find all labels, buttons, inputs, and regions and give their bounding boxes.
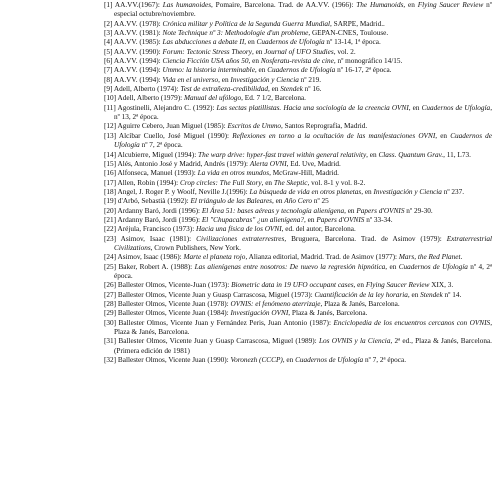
reference-title: Enciclopedia de los encuentros cercanos con OVNIS (333, 318, 491, 327)
reference-entry (104, 225, 492, 234)
reference-details: nº 13-14, 1ª época. (324, 38, 381, 47)
reference-details: , en (248, 57, 261, 66)
reference-details: , en (251, 47, 265, 56)
reference-number: [4] (104, 38, 113, 47)
reference-number: [24] (104, 253, 117, 262)
reference-title: La búsqueda de vida en otros planetas (249, 187, 362, 196)
reference-title: Ummo: la historia interminable (162, 66, 255, 75)
reference-list (104, 1, 492, 365)
reference-number: [9] (104, 85, 113, 94)
reference-details: , Plaza & Janés, Barcelona. (320, 300, 400, 308)
reference-author-year: Asimov, Isaac (1981): (116, 234, 197, 243)
reference-number: [23] (104, 234, 117, 243)
reference-author-year: AA.VV. (1990): (112, 47, 163, 56)
reference-source: Año Cero (284, 197, 313, 206)
reference-entry (104, 281, 492, 290)
reference-details: , ed. del autor, Barcelona. (281, 225, 356, 234)
reference-source: Stendek (280, 85, 303, 94)
reference-details: nº 16-17, 2ª época. (335, 66, 392, 75)
reference-details: , en (304, 215, 317, 224)
reference-source: Cuadernos de Ufología (295, 356, 364, 365)
reference-details: , en (344, 206, 357, 215)
reference-author-year: Ardanny Baró, Jordi (1996): (116, 206, 202, 215)
reference-details: , en (353, 281, 366, 290)
reference-details: , vol. 8-1 y vol. 8-2. (307, 178, 366, 187)
reference-details: nº 33-34. (364, 215, 393, 224)
reference-title: Las abducciones a debate II (162, 38, 245, 47)
reference-number: [3] (104, 29, 113, 38)
reference-details: , Santos Reprografía, Madrid. (281, 122, 368, 131)
reference-entry (104, 263, 492, 282)
reference-number: [16] (104, 169, 117, 178)
reference-details: , Crown Publishers, New York. (150, 243, 241, 252)
reference-source: Investigación y Ciencia (230, 75, 299, 84)
reference-author-year: Allen, Robin (1994): (116, 178, 180, 187)
reference-details: , vol. 2. (333, 47, 356, 56)
reference-entry (104, 309, 492, 318)
reference-title: Note Technique nº 3: Methodologie d'un probleme (162, 29, 309, 38)
reference-author-year: AA.VV. (1978): (112, 19, 163, 28)
reference-entry (104, 319, 492, 338)
reference-entry (104, 300, 492, 309)
reference-number: [12] (104, 122, 117, 131)
reference-author-year: Adell, Alberto (1979): (116, 94, 184, 103)
reference-author-year: d'Arbó, Sebastià (1992): (116, 197, 191, 206)
reference-entry (104, 76, 492, 85)
reference-details: , GEPAN-CNES, Toulouse. (308, 29, 389, 38)
reference-author-year: Aréjula, Francisco (1973): (116, 225, 197, 234)
reference-title: Marte el planeta rojo (183, 253, 246, 262)
reference-details: , en (254, 66, 268, 75)
reference-author-year: Adell, Alberto (1974): (112, 85, 181, 94)
reference-number: [7] (104, 66, 113, 75)
reference-source: Flying Saucer Review (417, 1, 484, 9)
reference-source: Extraterrestrial Civilizations (114, 234, 492, 252)
reference-author-year: AA.VV.(1967): (112, 1, 163, 9)
reference-author-year: Asimov, Isaac (1986): (116, 253, 184, 262)
reference-entry (104, 57, 492, 66)
reference-details: , Alianza editorial, Madrid. Trad. de Asimov (1977): (245, 253, 399, 262)
reference-details: , nº monográfico 14/15. (333, 57, 403, 66)
reference-author-year: Ballester Olmos, Vicente Juan (1984): (116, 309, 231, 318)
reference-entry (104, 179, 492, 188)
reference-title: La vida en otros mundos (197, 169, 270, 178)
reference-number: [26] (104, 281, 117, 290)
reference-number: [14] (104, 150, 117, 159)
reference-number: [22] (104, 225, 117, 234)
reference-title: Vida en el universo (162, 75, 219, 84)
reference-details: , Ed. Uve, Madrid. (286, 159, 341, 168)
reference-author-year: Ballester Olmos, Vicente Juan y Guasp Carrascosa, Miguel (1989): (116, 337, 319, 346)
reference-title: Voronezh (CCCP) (230, 356, 283, 365)
reference-details: , Plaza & Janés, Barcelona. (114, 318, 492, 337)
reference-source: Cuadernos de Ufología (398, 262, 468, 271)
reference-number: [5] (104, 47, 113, 56)
reference-details: , en (218, 75, 231, 84)
reference-author-year: Ardanny Baró, Jordi (1996): (116, 215, 202, 224)
reference-details: , en (385, 262, 399, 271)
reference-details: nº 25 (312, 197, 329, 206)
reference-entry (104, 132, 492, 151)
reference-entry (104, 66, 492, 75)
reference-entry (104, 197, 492, 206)
reference-details: , McGraw-Hill, Madrid. (269, 169, 339, 178)
reference-entry (104, 20, 492, 29)
reference-source: Cuadernos de Ufología (256, 38, 325, 47)
reference-number: [15] (104, 159, 117, 168)
reference-number: [10] (104, 94, 117, 103)
reference-author-year: Agostinelli, Alejandro C. (1992): (115, 103, 217, 112)
reference-details: , SARPE, Madrid.. (330, 19, 385, 28)
reference-number: [29] (104, 309, 117, 318)
reference-entry (104, 94, 492, 103)
reference-source: Investigación y Ciencia (373, 187, 442, 196)
reference-details: , nº 13, 2ª época. (114, 103, 492, 122)
reference-number: [21] (104, 215, 117, 224)
reference-entry (104, 216, 492, 225)
reference-number: [19] (104, 197, 117, 206)
reference-number: [18] (104, 187, 117, 196)
reference-title: OVNIS: el fenómeno aterrizaje (230, 300, 321, 308)
reference-title: Forum: Tectonic Stress Theory (162, 47, 252, 56)
reference-details: nº 29-30. (404, 206, 433, 215)
reference-author-year: Aguirre Cebero, Juan Miguel (1985): (116, 122, 228, 131)
reference-details: nº 237. (441, 187, 465, 196)
reference-details: nº 14. (442, 290, 462, 299)
reference-author-year: Alcíbar Cuello, José Miguel (1990): (116, 131, 233, 140)
reference-title: El "Chupacabras" ¿un alienígena? (201, 215, 305, 224)
reference-details: nº 16. (302, 85, 322, 94)
reference-details: , Bruguera, Barcelona. Trad. de Asimov (1979): (284, 234, 447, 243)
reference-source: Cuadernos de Ufología (267, 66, 336, 75)
reference-number: [25] (104, 262, 117, 271)
reference-number: [27] (104, 290, 117, 299)
reference-number: [31] (104, 337, 117, 346)
reference-source: Papers d'OVNIS (316, 215, 365, 224)
reference-entry (104, 48, 492, 57)
reference-number: [13] (104, 131, 117, 140)
reference-source: The Humanoids (356, 1, 404, 9)
reference-details: , Ed. 7 1/2, Barcelona. (241, 94, 306, 103)
reference-author-year: Ballester Olmos, Vicente Juan (1990): (116, 356, 231, 365)
reference-title: Investigación OVNI (230, 309, 289, 318)
reference-details: , en (282, 356, 296, 365)
reference-source: Flying Saucer Review (365, 281, 430, 290)
reference-title: Escritos de Ummo (227, 122, 282, 131)
reference-details: , en (366, 150, 379, 159)
reference-details: , en (261, 178, 274, 187)
reference-title: El triángulo de las Baleares (190, 197, 272, 206)
reference-author-year: Ballester Olmos, Vicente Juan (1978): (116, 300, 231, 308)
reference-title: Biometric data in 19 UFO occupant cases (231, 281, 354, 290)
reference-number: [1] (104, 1, 113, 9)
reference-details: , Plaza & Janés, Barcelona. (288, 309, 368, 318)
reference-number: [2] (104, 19, 113, 28)
reference-number: [17] (104, 178, 117, 187)
reference-title: Test de extrañeza-credibilidad (180, 85, 268, 94)
reference-title: Crónica militar y Política de la Segunda Guerra Mundial (162, 19, 331, 28)
reference-author-year: AA.VV. (1994): (112, 75, 163, 84)
reference-title: Hacia una física de los OVNI (196, 225, 282, 234)
reference-details: , en (244, 38, 257, 47)
reference-entry (104, 1, 492, 20)
reference-entry (104, 151, 492, 160)
reference-title: Crop circles: The Full Story (179, 178, 262, 187)
reference-entry (104, 122, 492, 131)
reference-title: Las humanoides (162, 1, 212, 9)
reference-source: Class. Quantum Grav. (378, 150, 444, 159)
reference-title: Alerta OVNI (249, 159, 287, 168)
reference-entry (104, 253, 492, 262)
reference-title: Los OVNIS y la Ciencia (318, 337, 391, 346)
reference-source: Nosferatu-revista de cine (260, 57, 334, 66)
reference-entry (104, 29, 492, 38)
reference-entry (104, 291, 492, 300)
reference-number: [11] (104, 103, 116, 112)
reference-details: , Pomaire, Barcelona. Trad. de AA.VV. (1966): (211, 1, 357, 9)
reference-entry (104, 188, 492, 197)
reference-entry (104, 337, 492, 356)
reference-source: Cuadernos de Ufología (421, 103, 491, 112)
reference-details: nº 219. (298, 75, 322, 84)
reference-title: Las sectas platillistas. Hacia una sociología de la creencia OVNI (216, 103, 409, 112)
reference-entry (104, 160, 492, 169)
reference-author-year: Ballester Olmos, Vicente-Juan (1973): (116, 281, 232, 290)
reference-author-year: AA.VV. (1994): (112, 57, 163, 66)
reference-title: The warp drive: hyper-fast travel within general relativity (198, 150, 367, 159)
reference-number: [6] (104, 57, 113, 66)
reference-entry (104, 235, 492, 254)
reference-details: , en (435, 131, 451, 140)
reference-source: Papers d'OVNIS (356, 206, 405, 215)
reference-entry (104, 104, 492, 123)
reference-source: Stendek (420, 290, 443, 299)
reference-author-year: Angel, J. Roger P. y Woolf, Neville J.(1996): (116, 187, 250, 196)
reference-details: , en (407, 290, 421, 299)
reference-number: [32] (104, 356, 117, 365)
reference-title: Las alienígenas entre nosotros: De nuevo la regresión hipnótica (194, 262, 386, 271)
reference-entry (104, 38, 492, 47)
reference-entry (104, 169, 492, 178)
reference-author-year: Ballester Olmos, Vicente Juan y Fernández Peris, Juan Antonio (1987): (116, 318, 334, 327)
reference-author-year: Alfonseca, Manuel (1993): (116, 169, 198, 178)
reference-details: , 11, L73. (443, 150, 471, 159)
reference-details: , en (408, 103, 422, 112)
reference-title: Manual del ufólogo (183, 94, 242, 103)
reference-details: . (460, 253, 463, 262)
reference-title: El Área 51: bases aéreas y tecnología alienígena (201, 206, 345, 215)
reference-details: , en (361, 187, 374, 196)
reference-source: Journal of UFO Studies (264, 47, 334, 56)
reference-details: nº 4, 2ª época. (114, 262, 492, 280)
reference-number: [30] (104, 318, 117, 327)
reference-number: [20] (104, 206, 117, 215)
reference-title: Cuantificación de la ley horaria (314, 290, 408, 299)
reference-number: [28] (104, 300, 117, 308)
reference-details: nº 7, 2ª época. (363, 356, 407, 365)
reference-entry (104, 207, 492, 216)
reference-source: Mars, the Red Planet (398, 253, 461, 262)
reference-title: Reflexiones en torno a la ocultación de las manifestaciones OVNI (232, 131, 436, 140)
reference-entry (104, 85, 492, 94)
reference-author-year: Alés, Antonio José y Madrid, Andrés (1979): (116, 159, 250, 168)
reference-author-year: AA.VV. (1981): (112, 29, 163, 38)
reference-author-year: Alcubierre, Miguel (1994): (116, 150, 199, 159)
reference-source: Cuadernos de Ufología (114, 131, 492, 150)
reference-details: nº especial octubre/noviembre. (114, 1, 493, 19)
reference-author-year: Ballester Olmos, Vicente Juan y Guasp Carrascosa, Miguel (1973): (116, 290, 315, 299)
reference-details: nº 7, 2ª época. (139, 141, 183, 150)
reference-details: , 2ª ed., Plaza & Janés, Barcelona. (Primera edición de 1981) (114, 337, 492, 355)
reference-source: The Skeptic (273, 178, 308, 187)
reference-author-year: AA.VV. (1985): (112, 38, 163, 47)
reference-author-year: AA.VV. (1994): (112, 66, 163, 75)
reference-details: , en (268, 85, 281, 94)
reference-details: , en (272, 197, 285, 206)
reference-number: [8] (104, 75, 113, 84)
reference-details: , en (403, 1, 418, 9)
reference-entry (104, 356, 492, 365)
reference-author-year: Baker, Robert A. (1988): (116, 262, 195, 271)
reference-title: Civilizaciones extraterrestres (196, 234, 285, 243)
reference-title: Ciencia Ficción USA años 50 (162, 57, 249, 66)
reference-details: XIX, 3. (429, 281, 454, 290)
